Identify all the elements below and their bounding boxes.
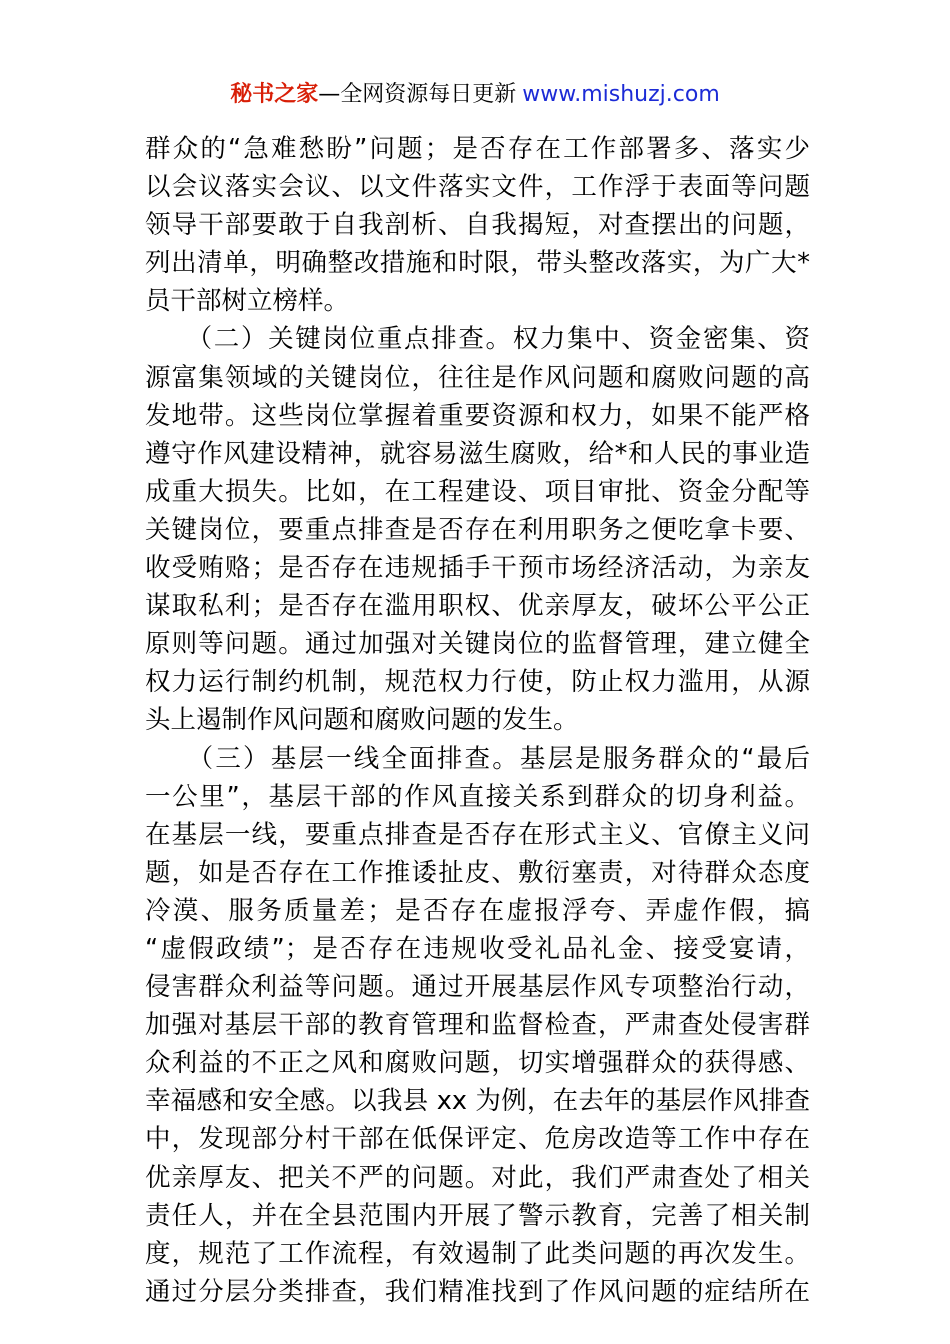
text-line: 责任人，并在全县范围内开展了警示教育，完善了相关制 <box>145 1200 810 1231</box>
text-line: 权力运行制约机制，规范权力行使，防止权力滥用，从源 <box>145 667 810 698</box>
text-line: 在基层一线，要重点排查是否存在形式主义、官僚主义问 <box>145 819 810 850</box>
text-line: “虚假政绩”；是否存在违规收受礼品礼金、接受宴请， <box>145 933 810 964</box>
site-url-link[interactable]: www.mishuzj.com <box>522 82 720 107</box>
text-line: 原则等问题。通过加强对关键岗位的监督管理，建立健全 <box>145 629 810 660</box>
text-line: 发地带。这些岗位掌握着重要资源和权力，如果不能严格 <box>145 400 810 431</box>
text-line: 成重大损失。比如，在工程建设、项目审批、资金分配等 <box>145 476 810 507</box>
header-tagline: —全网资源每日更新 <box>318 82 517 107</box>
text-line: 以会议落实会议、以文件落实文件，工作浮于表面等问题 <box>145 172 810 203</box>
text-line: 关键岗位，要重点排查是否存在利用职务之便吃拿卡要、 <box>145 514 810 545</box>
text-line: 度，规范了工作流程，有效遏制了此类问题的再次发生。 <box>145 1238 810 1269</box>
text-line: 源富集领域的关键岗位，往往是作风问题和腐败问题的高 <box>145 362 810 393</box>
text-line: 众利益的不正之风和腐败问题，切实增强群众的获得感、 <box>145 1048 810 1079</box>
text-line: 通过分层分类排查，我们精准找到了作风问题的症结所在 <box>145 1276 810 1307</box>
document-body <box>145 130 810 1311</box>
text-line: 侵害群众利益等问题。通过开展基层作风专项整治行动， <box>145 972 810 1003</box>
text-line: 优亲厚友、把关不严的问题。对此，我们严肃查处了相关 <box>145 1162 810 1193</box>
text-line: （二）关键岗位重点排查。权力集中、资金密集、资 <box>145 324 810 355</box>
text-line: （三）基层一线全面排查。基层是服务群众的“最后 <box>145 743 810 774</box>
text-line: 群众的“急难愁盼”问题；是否存在工作部署多、落实少 <box>145 134 810 164</box>
text-line: 收受贿赂；是否存在违规插手干预市场经济活动，为亲友 <box>145 553 810 584</box>
text-line: 领导干部要敢于自我剖析、自我揭短，对查摆出的问题， <box>145 210 810 241</box>
text-line: 题，如是否存在工作推诿扯皮、敷衍塞责，对待群众态度 <box>145 857 810 888</box>
text-line: 冷漠、服务质量差；是否存在虚报浮夸、弄虚作假，搞 <box>145 895 810 926</box>
text-line: 头上遏制作风问题和腐败问题的发生。 <box>145 705 579 736</box>
text-line: 幸福感和安全感。以我县 xx 为例，在去年的基层作风排查 <box>145 1086 810 1117</box>
text-line: 谋取私利；是否存在滥用职权、优亲厚友，破坏公平公正 <box>145 591 810 622</box>
text-line: 加强对基层干部的教育管理和监督检查，严肃查处侵害群 <box>145 1010 810 1041</box>
text-line: 员干部树立榜样。 <box>145 286 350 317</box>
brand-name: 秘书之家 <box>230 82 319 107</box>
text-line: 列出清单，明确整改措施和时限，带头整改落实，为广大* <box>145 248 810 279</box>
text-line: 遵守作风建设精神，就容易滋生腐败，给*和人民的事业造 <box>145 438 810 469</box>
text-line: 中，发现部分村干部在低保评定、危房改造等工作中存在 <box>145 1124 810 1155</box>
page-header <box>0 80 950 110</box>
text-line: 一公里”，基层干部的作风直接关系到群众的切身利益。 <box>145 781 810 812</box>
